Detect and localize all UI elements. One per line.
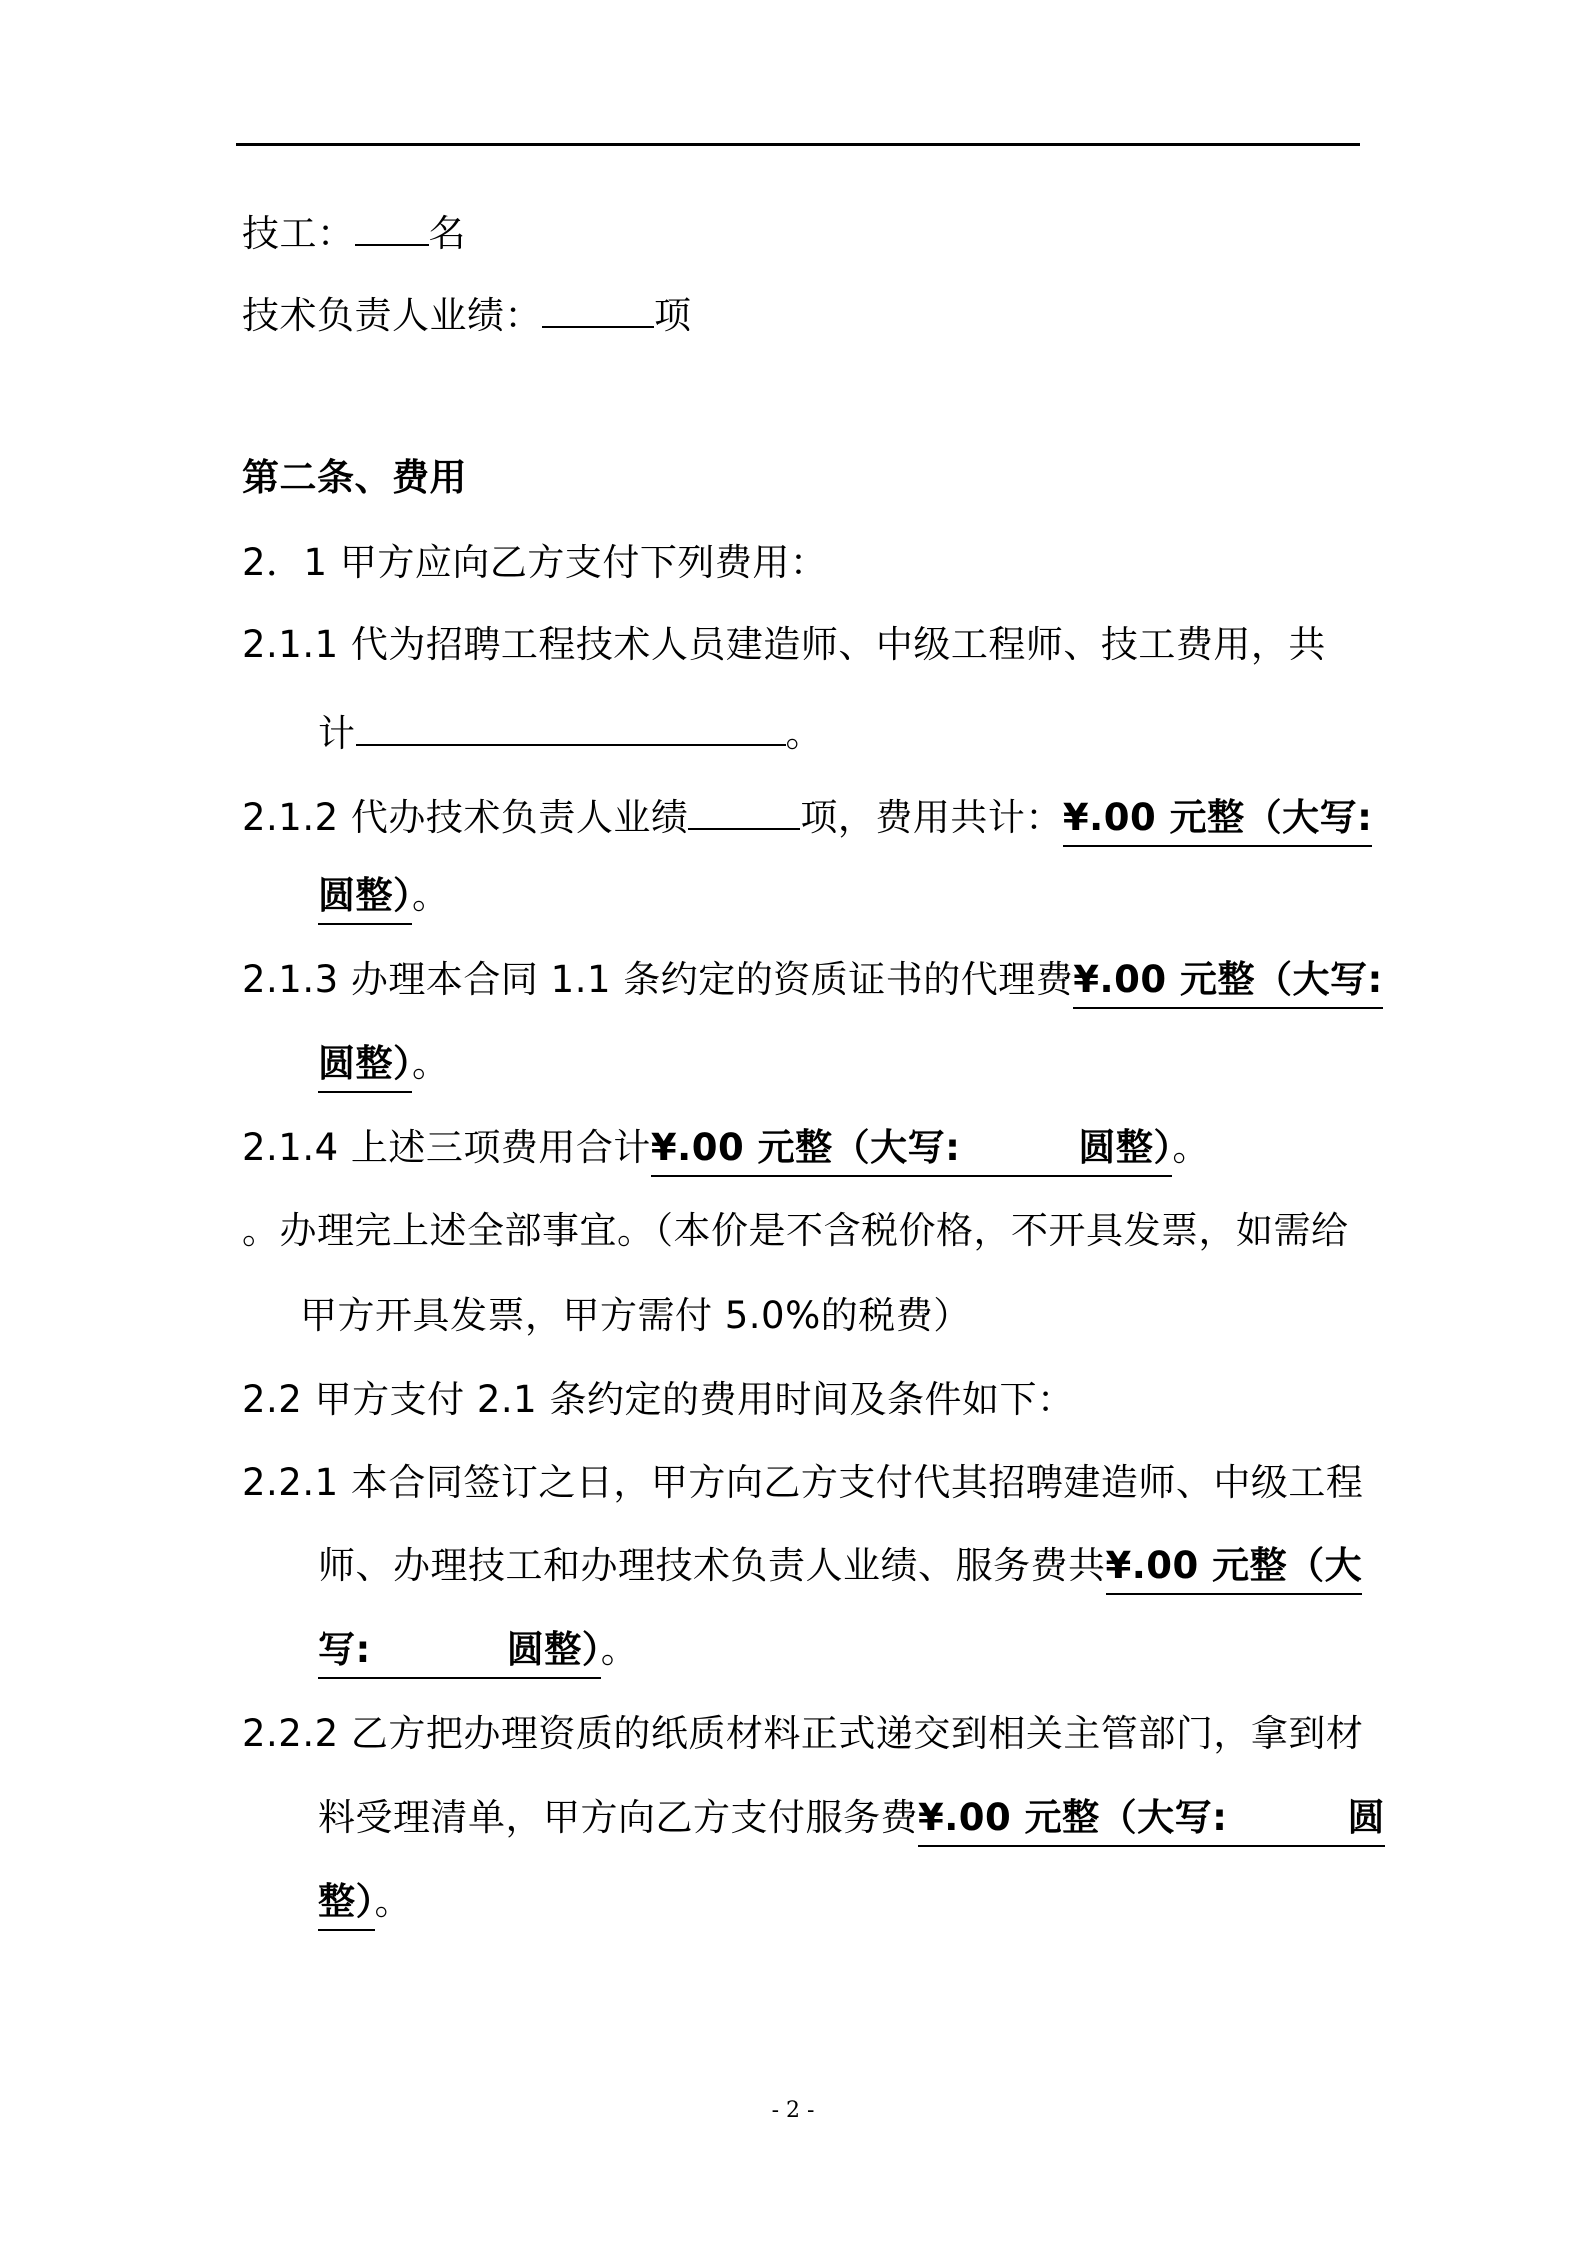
text: 圆 xyxy=(1347,1796,1385,1839)
clause-2-1-1-cont xyxy=(318,700,823,756)
amount-text xyxy=(651,1126,1172,1177)
text: 。 xyxy=(785,712,823,755)
text: 2.2.1 本合同签订之日，甲方向乙方支付代其招聘建造师、中级工程 xyxy=(242,1461,1364,1504)
text: 。办理完上述全部事宜。（本价是不含税价格，不开具发票，如需给 xyxy=(242,1209,1349,1252)
amount-text: ¥.00 元整（大 xyxy=(1106,1544,1363,1595)
text: 。 xyxy=(412,874,450,917)
blank-field xyxy=(688,784,800,830)
section-heading-fees xyxy=(242,450,467,506)
blank-field xyxy=(356,700,786,746)
text: 料受理清单，甲方向乙方支付服务费 xyxy=(318,1796,918,1839)
clause-2-2-2 xyxy=(242,1706,1363,1762)
section-title: 第二条、费用 xyxy=(242,456,467,499)
amount-text: 整） xyxy=(318,1880,375,1931)
page-number: - 2 - xyxy=(771,2098,815,2123)
text: 。 xyxy=(600,1628,639,1671)
amount-text xyxy=(918,1796,1385,1847)
clause-2-1-2 xyxy=(242,784,1372,840)
tax-note xyxy=(242,1203,1349,1259)
blank-field xyxy=(542,282,654,328)
line-tech-lead-performance xyxy=(242,282,692,338)
text: 2.2.2 乙方把办理资质的纸质材料正式递交到相关主管部门，拿到材 xyxy=(242,1712,1364,1755)
text: 项 xyxy=(654,294,692,337)
text: 计 xyxy=(318,712,356,755)
text: 师、办理技工和办理技术负责人业绩、服务费共 xyxy=(318,1544,1106,1587)
line-technicians xyxy=(242,200,466,256)
amount-text: ¥.00 元整（大写: xyxy=(1073,958,1382,1009)
amount-text: ¥.00 元整（大写: xyxy=(1063,796,1372,847)
amount-text: 圆整） xyxy=(318,874,412,925)
text: 2.1.4 上述三项费用合计 xyxy=(242,1126,651,1169)
text: 。 xyxy=(374,1880,412,1923)
clause-2-1-1 xyxy=(242,617,1326,673)
text: 技术负责人业绩： xyxy=(242,294,542,337)
clause-2-1 xyxy=(242,535,827,591)
clause-2-1-3-cont xyxy=(318,1036,450,1092)
text: 写: xyxy=(318,1628,371,1671)
amount-text: 圆整） xyxy=(318,1042,412,1093)
text: 2.1.2 代办技术负责人业绩 xyxy=(242,796,689,839)
amount-text xyxy=(318,1628,601,1679)
text: 项，费用共计： xyxy=(800,796,1063,839)
clause-2-2-1 xyxy=(242,1455,1363,1511)
clause-2-2-2-cont xyxy=(318,1790,1385,1846)
clause-2-1-3 xyxy=(242,952,1383,1008)
text: 2.1.1 代为招聘工程技术人员建造师、中级工程师、技工费用，共 xyxy=(242,623,1326,666)
text: 技工： xyxy=(242,212,355,255)
clause-2-1-4 xyxy=(242,1120,1210,1176)
clause-2-2-2-cont2 xyxy=(318,1874,412,1930)
clause-2-2 xyxy=(242,1372,1074,1428)
text: 。 xyxy=(1172,1126,1210,1169)
text: 圆整） xyxy=(1078,1126,1173,1169)
text: ¥.00 元整（大写: xyxy=(918,1796,1228,1839)
text: ¥.00 元整（大写: xyxy=(650,1126,961,1169)
header-rule xyxy=(236,143,1360,146)
tax-note-cont xyxy=(300,1288,971,1344)
blank-field xyxy=(355,200,429,246)
text: 2．1 甲方应向乙方支付下列费用： xyxy=(242,541,828,584)
text: 2.2 甲方支付 2.1 条约定的费用时间及条件如下： xyxy=(242,1378,1075,1421)
text: 2.1.3 办理本合同 1.1 条约定的资质证书的代理费 xyxy=(242,958,1074,1001)
clause-2-1-2-cont xyxy=(318,868,450,924)
clause-2-2-1-cont2 xyxy=(318,1622,638,1678)
text: 甲方开具发票，甲方需付 5.0%的税费） xyxy=(300,1294,971,1337)
text: 。 xyxy=(412,1042,450,1085)
text: 名 xyxy=(428,212,466,255)
text: 圆整） xyxy=(506,1628,601,1671)
clause-2-2-1-cont xyxy=(318,1538,1362,1594)
